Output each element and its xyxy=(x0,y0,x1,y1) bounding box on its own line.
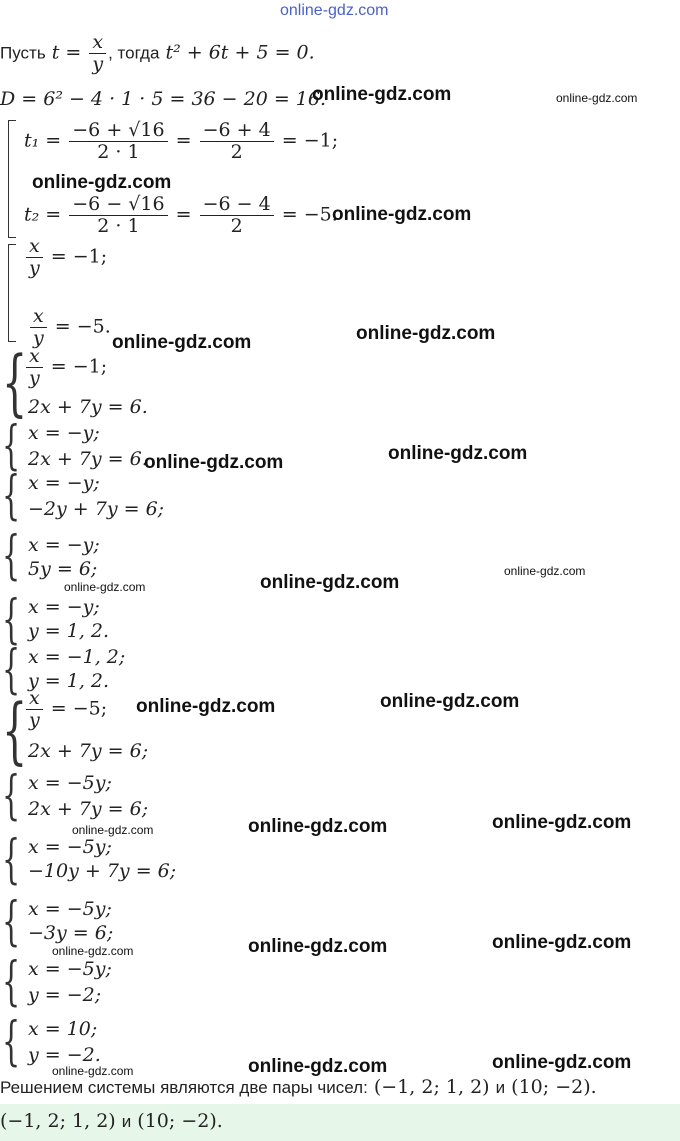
s1b-eq1: x = −y; xyxy=(28,422,100,444)
s2e-eq1: x = −5y; xyxy=(28,958,112,980)
answer-and: и xyxy=(121,1112,132,1131)
t1-label: t₁ = xyxy=(24,129,62,152)
s2a-row1 xyxy=(24,688,107,731)
s1d-row1 xyxy=(28,534,100,556)
s1c-row1 xyxy=(28,472,100,494)
s2a-fraction xyxy=(26,688,43,731)
watermark: online-gdz.com xyxy=(492,1052,632,1073)
discriminant-line xyxy=(0,88,326,110)
t2-fraction2 xyxy=(200,194,274,237)
conclusion-pair1: (−1, 2; 1, 2) xyxy=(373,1076,490,1098)
t2-line xyxy=(24,194,338,237)
s2f-eq1: x = 10; xyxy=(28,1018,98,1040)
s1c-eq2: −2y + 7y = 6; xyxy=(28,498,165,520)
watermark: online-gdz.com xyxy=(312,84,452,105)
s2d-eq2: −3y = 6; xyxy=(28,922,114,944)
answer-box xyxy=(0,1104,680,1141)
watermark: online-gdz.com xyxy=(112,332,252,353)
s1e-row1 xyxy=(28,596,100,618)
s2e-eq2: y = −2; xyxy=(28,984,102,1006)
s1a-rhs: = −1; xyxy=(50,355,108,378)
s2a-rhs: = −5; xyxy=(50,697,108,720)
s2c-row2 xyxy=(28,860,176,882)
s1a-fraction xyxy=(26,346,43,389)
conclusion-and: и xyxy=(495,1078,506,1097)
t2-fraction xyxy=(69,194,167,237)
case1-line xyxy=(24,236,107,279)
s1f-eq1: x = −1, 2; xyxy=(28,646,126,668)
s1e-eq2: y = 1, 2. xyxy=(28,620,110,642)
watermark: online-gdz.com xyxy=(504,564,586,578)
watermark: online-gdz.com xyxy=(332,204,472,225)
t2-num: −6 − √16 xyxy=(69,194,167,216)
intro-y: y xyxy=(92,53,104,75)
s1d-eq1: x = −y; xyxy=(28,534,100,556)
s1d-row2 xyxy=(28,558,97,580)
answer-pair1: (−1, 2; 1, 2) xyxy=(0,1110,116,1132)
brace-s2b: { xyxy=(2,766,21,826)
intro-equation: t² + 6t + 5 = 0. xyxy=(165,41,315,64)
brace-s2a: { xyxy=(2,688,28,772)
s2c-eq2: −10y + 7y = 6; xyxy=(28,860,177,882)
watermark: online-gdz.com xyxy=(52,1064,134,1078)
s1b-row1 xyxy=(28,422,100,444)
watermark: online-gdz.com xyxy=(492,932,632,953)
t2-label: t₂ = xyxy=(24,203,62,226)
s2e-row2 xyxy=(28,984,101,1006)
s2a-eq2: 2x + 7y = 6; xyxy=(28,740,149,762)
watermark: online-gdz.com xyxy=(380,691,520,712)
s1a-eq2: 2x + 7y = 6. xyxy=(28,396,148,418)
case2-fraction xyxy=(30,306,47,349)
intro-x: x xyxy=(89,32,106,54)
t2-den: 2 · 1 xyxy=(97,215,140,237)
t1-eq: = xyxy=(175,129,192,152)
intro-prefix: Пусть xyxy=(0,43,46,63)
case2-y: y xyxy=(33,327,44,349)
case2-line xyxy=(28,306,111,349)
s2c-eq1: x = −5y; xyxy=(28,836,112,858)
watermark: online-gdz.com xyxy=(248,936,388,957)
s1e-row2 xyxy=(28,620,109,642)
t1-result: = −1; xyxy=(281,129,339,152)
answer-pair2: (10; −2). xyxy=(137,1110,223,1132)
cases-bracket xyxy=(8,244,9,342)
s2d-row2 xyxy=(28,922,113,944)
s2e-row1 xyxy=(28,958,112,980)
s2b-row1 xyxy=(28,772,112,794)
s1c-eq1: x = −y; xyxy=(28,472,100,494)
watermark: online-gdz.com xyxy=(144,452,284,473)
answer-line xyxy=(0,1110,223,1132)
brace-s1b: { xyxy=(2,416,21,476)
t2-result: = −5. xyxy=(281,203,338,226)
t2-eq: = xyxy=(175,203,192,226)
case1-x: x xyxy=(26,236,43,258)
s2f-row1 xyxy=(28,1018,97,1040)
t1-num2: −6 + 4 xyxy=(200,120,274,142)
s2d-eq1: x = −5y; xyxy=(28,898,112,920)
s2c-row1 xyxy=(28,836,112,858)
t1-fraction2 xyxy=(200,120,274,163)
s2b-row2 xyxy=(28,798,148,820)
s2b-eq1: x = −5y; xyxy=(28,772,112,794)
s1d-eq2: 5y = 6; xyxy=(28,558,98,580)
watermark: online-gdz.com xyxy=(72,823,154,837)
t1-fraction xyxy=(69,120,167,163)
watermark: online-gdz.com xyxy=(388,443,528,464)
intro-t-eq: t = xyxy=(51,41,82,64)
case2-x: x xyxy=(30,306,47,328)
case1-rhs: = −1; xyxy=(50,245,108,268)
s1a-row1 xyxy=(24,346,107,389)
t1-den: 2 · 1 xyxy=(97,141,140,163)
watermark-top: online-gdz.com xyxy=(280,2,389,19)
watermark: online-gdz.com xyxy=(260,572,400,593)
brace-s1e: { xyxy=(2,590,21,650)
case1-y: y xyxy=(29,257,40,279)
intro-then: , тогда xyxy=(108,43,160,63)
conclusion-line xyxy=(0,1076,597,1098)
brace-s2e: { xyxy=(2,952,21,1012)
s1a-row2 xyxy=(28,396,148,418)
brace-s1c: { xyxy=(2,466,21,526)
watermark: online-gdz.com xyxy=(64,580,146,594)
s2d-row1 xyxy=(28,898,112,920)
conclusion-pair2: (10; −2). xyxy=(511,1076,597,1098)
t1-num: −6 + √16 xyxy=(69,120,167,142)
t1-line xyxy=(24,120,338,163)
s2f-row2 xyxy=(28,1044,101,1066)
brace-s1d: { xyxy=(2,526,21,586)
intro-fraction xyxy=(89,32,106,75)
brace-s2f: { xyxy=(2,1012,21,1072)
watermark: online-gdz.com xyxy=(136,696,276,717)
s1f-row1 xyxy=(28,646,125,668)
watermark: online-gdz.com xyxy=(556,91,638,105)
s1e-eq1: x = −y; xyxy=(28,596,100,618)
conclusion-text: Решением системы являются две пары чисел: xyxy=(0,1078,368,1097)
t2-den2: 2 xyxy=(230,215,243,237)
s1b-eq2: 2x + 7y = 6. xyxy=(28,448,148,470)
brace-s2d: { xyxy=(2,892,21,952)
s1f-eq2: y = 1, 2. xyxy=(28,670,110,692)
watermark: online-gdz.com xyxy=(32,172,172,193)
case2-rhs: = −5. xyxy=(54,315,111,338)
s2a-y: y xyxy=(29,709,40,731)
watermark: online-gdz.com xyxy=(248,1056,388,1077)
s2f-eq2: y = −2. xyxy=(28,1044,101,1066)
watermark: online-gdz.com xyxy=(356,323,496,344)
watermark: online-gdz.com xyxy=(52,944,134,958)
brace-s2c: { xyxy=(2,830,21,890)
t2-num2: −6 − 4 xyxy=(200,194,274,216)
discriminant: D = 6² − 4 · 1 · 5 = 36 − 20 = 16. xyxy=(0,88,327,110)
intro-line xyxy=(0,32,315,75)
brace-s1a: { xyxy=(2,340,28,424)
t1-den2: 2 xyxy=(230,141,243,163)
s2b-eq2: 2x + 7y = 6; xyxy=(28,798,149,820)
case1-fraction xyxy=(26,236,43,279)
s1b-row2 xyxy=(28,448,148,470)
watermark: online-gdz.com xyxy=(492,812,632,833)
roots-bracket xyxy=(8,120,9,238)
s2a-x: x xyxy=(26,688,43,710)
s2a-row2 xyxy=(28,740,148,762)
s1a-x: x xyxy=(26,346,43,368)
brace-s1f: { xyxy=(2,640,21,700)
watermark: online-gdz.com xyxy=(248,816,388,837)
s1c-row2 xyxy=(28,498,164,520)
s1a-y: y xyxy=(29,367,40,389)
